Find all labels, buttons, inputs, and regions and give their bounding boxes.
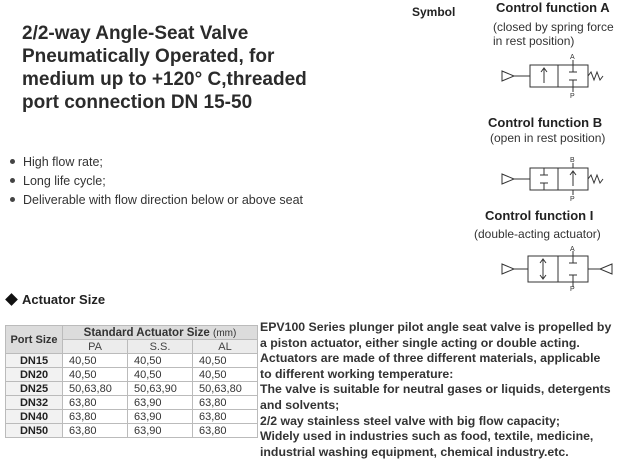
port-size-cell: DN15 (6, 354, 63, 368)
symbol-label: Symbol (412, 5, 456, 19)
standard-actuator-header (63, 326, 258, 340)
feature-list (10, 152, 303, 209)
port-label-bottom: P (570, 93, 575, 98)
value-cell: 40,50 (63, 354, 128, 368)
description-line: The valve is suitable for neutral gases or liquids, detergents (260, 382, 611, 397)
feature-text: Deliverable with flow direction below or above seat (23, 192, 304, 207)
control-function-b-desc: (open in rest position) (490, 131, 606, 145)
bullet-icon (10, 178, 15, 183)
bullet-icon (10, 197, 15, 202)
port-label-top: A (570, 246, 575, 253)
value-cell: 50,63,80 (193, 382, 258, 396)
port-size-cell: DN32 (6, 396, 63, 410)
section-heading (4, 292, 105, 307)
description-line: industrial washing equipment, chemical industry.etc. (260, 444, 569, 459)
control-function-b-title: Control function B (488, 115, 603, 130)
description-line: 2/2 way stainless steel valve with big flow capacity; (260, 413, 561, 428)
value-cell: 63,90 (128, 424, 193, 438)
feature-text: High flow rate; (23, 154, 103, 169)
valve-symbol-a-icon (500, 52, 615, 98)
port-label-top: B (570, 157, 575, 164)
description-line: to different working temperature: (260, 366, 454, 381)
feature-item (10, 171, 303, 190)
page-title (22, 22, 382, 114)
description-line: EPV100 Series plunger pilot angle seat valve is propelled by (260, 320, 612, 334)
value-cell: 40,50 (128, 354, 193, 368)
description-line: a piston actuator, either single acting or double acting. (260, 335, 580, 350)
control-function-a-title: Control function A (496, 0, 610, 15)
title-line: medium up to +120° C,threaded (22, 69, 307, 90)
table-row (6, 368, 258, 382)
table-row (6, 354, 258, 368)
feature-item (10, 190, 303, 209)
value-cell: 50,63,90 (128, 382, 193, 396)
valve-symbol-b-icon (500, 155, 615, 201)
value-cell: 40,50 (193, 354, 258, 368)
control-function-i-desc: (double-acting actuator) (474, 227, 601, 241)
value-cell: 63,80 (63, 424, 128, 438)
value-cell: 40,50 (128, 368, 193, 382)
value-cell: 50,63,80 (63, 382, 128, 396)
port-size-cell: DN25 (6, 382, 63, 396)
column-header: S.S. (128, 340, 193, 354)
value-cell: 63,80 (193, 396, 258, 410)
port-size-cell: DN40 (6, 410, 63, 424)
value-cell: 63,90 (128, 396, 193, 410)
title-line: Pneumatically Operated, for (22, 46, 275, 67)
port-label-top: A (570, 54, 575, 61)
description-block (260, 320, 640, 460)
table-row (6, 382, 258, 396)
value-cell: 63,80 (63, 396, 128, 410)
column-header: PA (63, 340, 128, 354)
table-header-row (6, 326, 258, 340)
port-size-cell: DN20 (6, 368, 63, 382)
description-line: Actuators are made of three different materials, applicable (260, 351, 601, 366)
description-line: and solvents; (260, 397, 340, 412)
table-row (6, 424, 258, 438)
value-cell: 63,80 (193, 410, 258, 424)
value-cell: 63,90 (128, 410, 193, 424)
unit-label: (mm) (212, 327, 237, 339)
port-label-bottom: P (570, 286, 575, 291)
table-row (6, 396, 258, 410)
column-header: AL (193, 340, 258, 354)
port-label-bottom: P (570, 196, 575, 201)
actuator-size-table (5, 325, 258, 438)
standard-actuator-header-text: Standard Actuator Size (83, 326, 210, 339)
value-cell: 63,80 (193, 424, 258, 438)
feature-text: Long life cycle; (23, 173, 106, 188)
port-size-cell: DN50 (6, 424, 63, 438)
title-line: port connection DN 15-50 (22, 92, 253, 113)
value-cell: 40,50 (63, 368, 128, 382)
control-function-a-desc: (closed by spring force (493, 20, 614, 34)
diamond-bullet-icon (5, 293, 18, 306)
value-cell: 40,50 (193, 368, 258, 382)
value-cell: 63,80 (63, 410, 128, 424)
control-function-a-desc: in rest position) (493, 34, 575, 48)
title-line: 2/2-way Angle-Seat Valve (22, 23, 249, 44)
valve-symbol-i-icon (500, 245, 615, 291)
bullet-icon (10, 159, 15, 164)
table-row (6, 410, 258, 424)
description-line: Widely used in industries such as food, textile, medicine, (260, 429, 594, 444)
control-function-i-title: Control function I (485, 208, 594, 223)
port-size-header: Port Size (6, 326, 63, 354)
feature-item (10, 152, 303, 171)
section-heading-text: Actuator Size (22, 292, 106, 307)
